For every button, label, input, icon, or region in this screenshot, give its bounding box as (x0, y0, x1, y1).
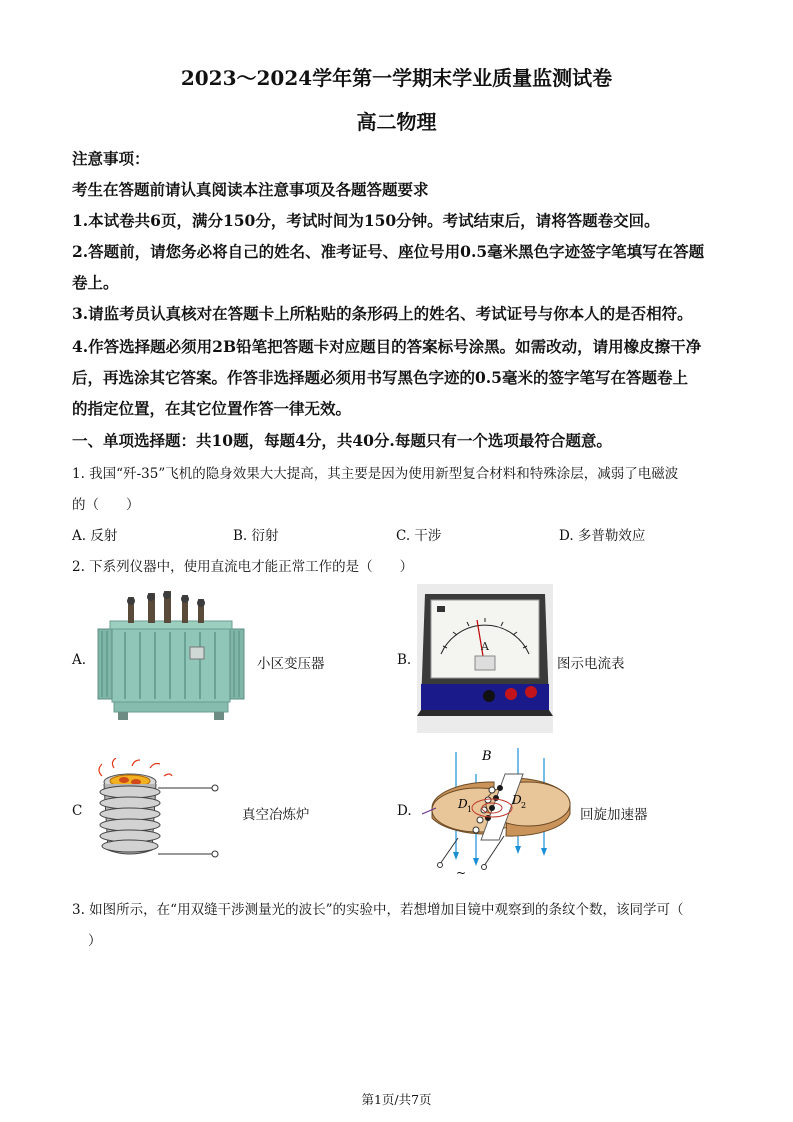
notice-intro: 考生在答题前请认真阅读本注意事项及各题答题要求 (72, 180, 429, 199)
q1-option-a: A. 反射 (72, 528, 118, 544)
q2-option-d-label: 回旋加速器 (580, 807, 648, 823)
notice-item-4-line2: 后，再选涂其它答案。作答非选择题必须用书写黑色字迹的0.5毫米的签字笔写在答题卷上 (72, 368, 688, 387)
q1-option-d: D. 多普勒效应 (559, 528, 646, 544)
q2-option-b-label: 图示电流表 (557, 656, 625, 672)
cyclotron-d1-label: D (458, 797, 468, 811)
q2-option-a-label: 小区变压器 (257, 656, 325, 672)
notice-item-4-line1: 4.作答选择题必须用2B铅笔把答题卡对应题目的答案标号涂黑。如需改动，请用橡皮擦干净 (72, 337, 702, 356)
cyclotron-d1-sub: 1 (467, 805, 473, 814)
notice-item-4-line3: 的指定位置，在其它位置作答一律无效。 (72, 399, 352, 418)
section-1-heading: 一、单项选择题：共10题，每题4分，共40分.每题只有一个选项最符合题意。 (72, 431, 612, 450)
cyclotron-d2-label: D (512, 793, 522, 807)
q1-stem-line2: 的（ ） (72, 497, 140, 513)
q2-option-c-label: 真空冶炼炉 (242, 807, 310, 823)
cyclotron-d2-sub: 2 (521, 801, 527, 810)
exam-subject: 高二物理 (356, 110, 437, 134)
exam-title: 2023～2024学年第一学期末学业质量监测试卷 (180, 66, 613, 90)
transformer-image (90, 587, 248, 735)
furnace-image (88, 758, 228, 862)
q1-option-b: B. 衍射 (233, 528, 279, 544)
q2-option-a-letter: A. (72, 652, 87, 668)
page-number: 第1页/共7页 (361, 1092, 432, 1107)
q2-option-c-letter: C (72, 803, 83, 819)
q2-option-b-letter: B. (397, 652, 412, 668)
notice-item-2-line1: 2.答题前，请您务必将自己的姓名、准考证号、座位号用0.5毫米黑色字迹签字笔填写在答题 (72, 242, 705, 261)
cyclotron-b-label: B (482, 749, 492, 764)
cyclotron-ac-label: ~ (456, 866, 467, 878)
q3-stem-line1: 3. 如图所示，在“用双缝干涉测量光的波长”的实验中，若想增加目镜中观察到的条纹个数，该同学可（ (72, 902, 684, 918)
q1-stem-line1: 1. 我国“歼-35”飞机的隐身效果大大提高，其主要是因为使用新型复合材料和特殊涂层，减弱了电磁波 (72, 466, 679, 482)
ammeter-unit-label: A (481, 640, 489, 653)
notice-heading: 注意事项： (72, 149, 150, 168)
q2-option-d-letter: D. (397, 803, 412, 819)
ammeter-image (417, 584, 553, 733)
cyclotron-image (418, 744, 578, 878)
notice-item-1: 1.本试卷共6页，满分150分，考试时间为150分钟。考试结束后，请将答题卷交回。 (72, 211, 660, 230)
q2-stem: 2. 下系列仪器中，使用直流电才能正常工作的是（ ） (72, 559, 414, 575)
notice-item-3: 3.请监考员认真核对在答题卡上所粘贴的条形码上的姓名、考试证号与你本人的是否相符。 (72, 304, 693, 323)
q1-option-c: C. 干涉 (396, 528, 442, 544)
q3-stem-line2: ） (88, 933, 102, 949)
notice-item-2-line2: 卷上。 (72, 273, 119, 292)
